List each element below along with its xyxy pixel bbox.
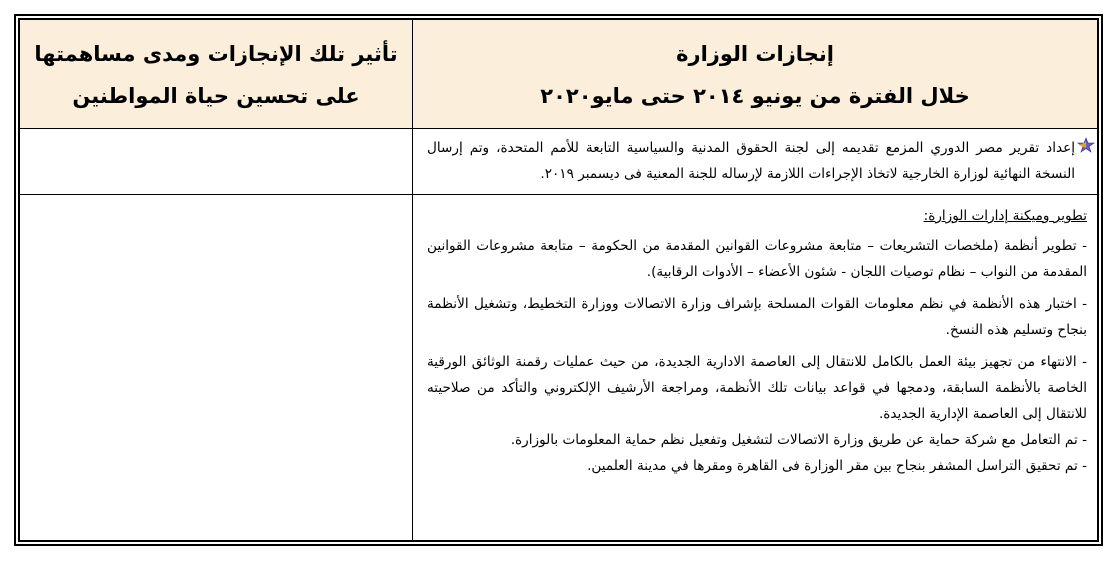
list-item: - الانتهاء من تجهيز بيئة العمل بالكامل للانتقال إلى العاصمة الادارية الجديدة، من حيث عمليات رقمنة الوثائق الورقية الخاصة بالأنظمة السابقة، ودمجها في قواعد بيانات تلك الأنظمة، ومراجعة الأرشيف الإلكتروني والتأكد من صلاحيته للانتقال إلى العاصمة الإدارية الجديدة. bbox=[427, 354, 1087, 422]
header-row bbox=[20, 20, 1098, 129]
list-item: - تم تحقيق التراسل المشفر بنجاح بين مقر الوزارة فى القاهرة ومقرها في مدينة العلمين. bbox=[587, 458, 1087, 474]
impact-cell bbox=[20, 195, 413, 541]
header-impact-cell bbox=[20, 20, 413, 129]
header-impact-title-line2: على تحسين حياة المواطنين bbox=[72, 84, 360, 108]
list-item: - اختبار هذه الأنظمة في نظم معلومات القوات المسلحة بإشراف وزارة الاتصالات ووزارة التخطيط، وتشغيل الأنظمة بنجاح وتسليم هذه النسخ. bbox=[427, 296, 1087, 338]
impact-cell bbox=[20, 129, 413, 195]
achievements-table bbox=[19, 19, 1098, 541]
document-inner-border bbox=[18, 18, 1099, 542]
report-achievement-text: إعداد تقرير مصر الدوري المزمع تقديمه إلى لجنة الحقوق المدنية والسياسية التابعة للأمم المتحدة، وتم إرسال النسخة النهائية لوزارة الخارجية لاتخاذ الإجراءات اللازمة لإرساله للجنة المعنية فى ديسمبر ٢٠١٩. bbox=[427, 140, 1075, 182]
header-achievements-title: إنجازات الوزارة bbox=[676, 42, 834, 66]
document-frame bbox=[14, 14, 1103, 546]
list-item: - تطوير أنظمة (ملخصات التشريعات – متابعة مشروعات القوانين المقدمة من الحكومة – متابعة مشروعات القوانين المقدمة من النواب – نظام توصيات اللجان - شئون الأعضاء – الأدوات الرقابية). bbox=[427, 238, 1087, 280]
header-achievements-cell bbox=[413, 20, 1098, 129]
table-row bbox=[20, 129, 1098, 195]
star-arrow-icon bbox=[1077, 137, 1095, 153]
section-title: تطوير وميكنة إدارات الوزارة: bbox=[923, 208, 1087, 224]
achievement-cell bbox=[413, 129, 1098, 195]
achievement-cell bbox=[413, 195, 1098, 541]
table-row bbox=[20, 195, 1098, 541]
header-impact-title-line1: تأثير تلك الإنجازات ومدى مساهمتها bbox=[34, 42, 398, 66]
header-period-title: خلال الفترة من يونيو ٢٠١٤ حتى مايو٢٠٢٠ bbox=[540, 84, 970, 108]
list-item: - تم التعامل مع شركة حماية عن طريق وزارة الاتصالات لتشغيل وتفعيل نظم حماية المعلومات بالوزارة. bbox=[510, 432, 1087, 448]
